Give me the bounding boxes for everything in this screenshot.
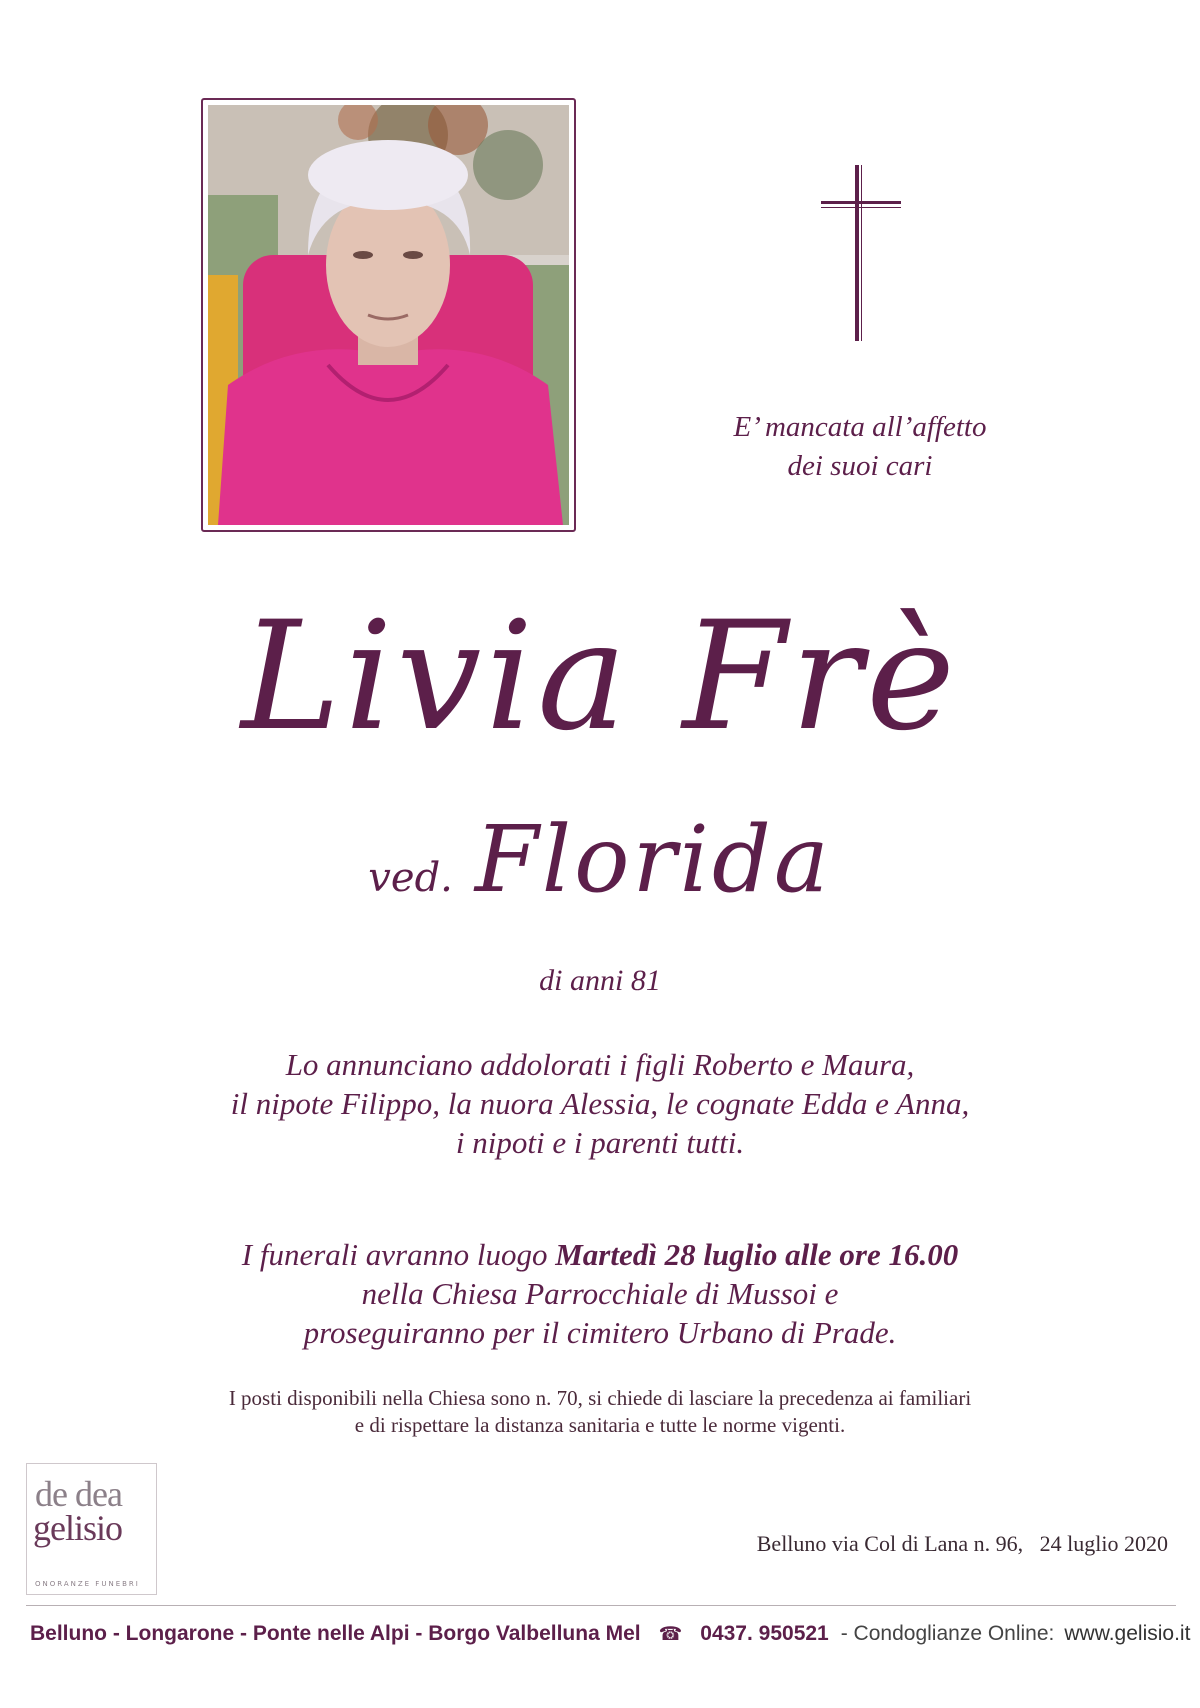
intro-line-2: dei suoi cari bbox=[787, 450, 933, 482]
funeral-home-logo bbox=[26, 1463, 157, 1595]
footer-condolences: - Condoglianze Online: bbox=[840, 1622, 1055, 1645]
cross-icon bbox=[815, 163, 905, 343]
footer-phone[interactable]: 0437. 950521 bbox=[700, 1622, 829, 1645]
announcement bbox=[0, 1045, 1200, 1162]
funeral-line-1 bbox=[0, 1235, 1200, 1274]
married-name-row bbox=[0, 806, 1200, 913]
funeral-line-1-prefix: I funerali avranno luogo bbox=[241, 1237, 556, 1272]
logo-subtitle: ONORANZE FUNEBRI bbox=[35, 1580, 140, 1588]
footer-website-link[interactable]: www.gelisio.it bbox=[1064, 1622, 1191, 1645]
church-capacity-note bbox=[0, 1385, 1200, 1439]
ved-prefix: ved. bbox=[368, 855, 453, 901]
note-line: e di rispettare la distanza sanitaria e tutte le norme vigenti. bbox=[354, 1413, 846, 1437]
footer-divider bbox=[26, 1605, 1176, 1606]
funeral-date-time: Martedì 28 luglio alle ore 16.00 bbox=[555, 1237, 959, 1272]
intro-line-1: E’ mancata all’affetto bbox=[733, 411, 987, 443]
announcement-line: i nipoti e i parenti tutti. bbox=[455, 1125, 745, 1160]
married-surname: Florida bbox=[474, 806, 832, 913]
funeral-info bbox=[0, 1235, 1200, 1352]
age-text: di anni 81 bbox=[539, 964, 661, 997]
announcement-line: il nipote Filippo, la nuora Alessia, le cognate Edda e Anna, bbox=[230, 1086, 970, 1121]
footer-locations: Belluno - Longarone - Ponte nelle Alpi - Borgo Valbelluna Mel bbox=[30, 1622, 641, 1645]
portrait-frame bbox=[201, 98, 576, 532]
funeral-line-2: nella Chiesa Parrocchiale di Mussoi e bbox=[361, 1276, 839, 1311]
intro-text bbox=[660, 408, 1060, 486]
phone-icon: ☎ bbox=[658, 1624, 683, 1645]
deceased-name: Livia Frè bbox=[241, 590, 959, 764]
announcement-line: Lo annunciano addolorati i figli Roberto e Maura, bbox=[285, 1047, 915, 1082]
footer bbox=[30, 1622, 1191, 1646]
note-line: I posti disponibili nella Chiesa sono n. 70, si chiede di lasciare la precedenza ai familiari bbox=[228, 1386, 972, 1410]
logo-line-1: de dea bbox=[35, 1474, 122, 1514]
place-date: Belluno via Col di Lana n. 96, 24 luglio 2020 bbox=[756, 1531, 1168, 1556]
portrait-photo bbox=[208, 105, 569, 525]
portrait-image bbox=[208, 105, 569, 525]
funeral-line-3: proseguiranno per il cimitero Urbano di Prade. bbox=[303, 1315, 897, 1350]
logo-line-2: gelisio bbox=[33, 1508, 122, 1548]
